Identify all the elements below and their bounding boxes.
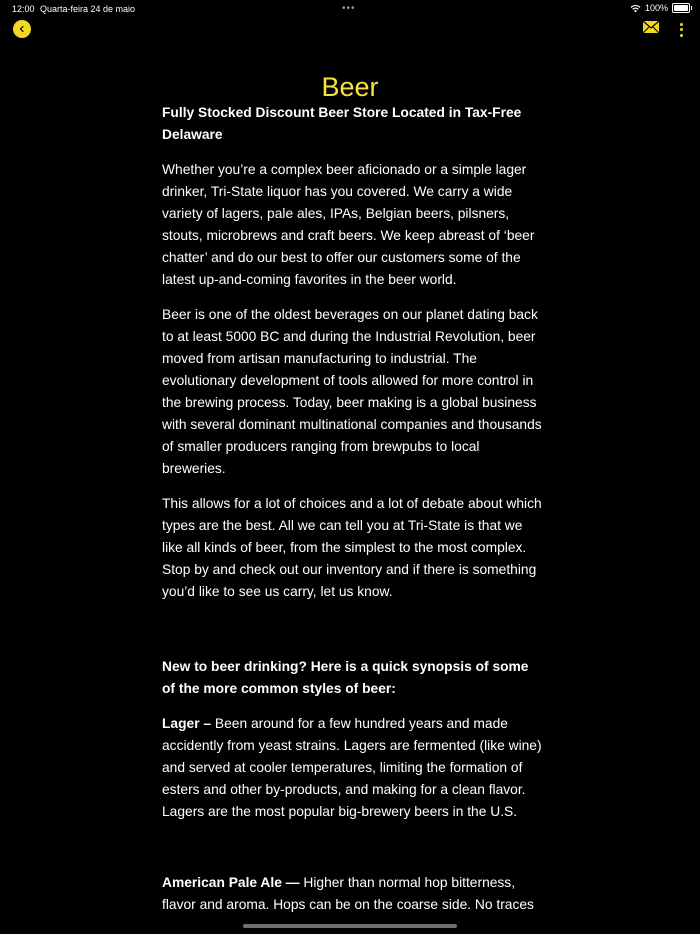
status-time: 12:00: [12, 4, 35, 14]
back-button[interactable]: [13, 20, 31, 38]
status-indicators: [630, 3, 690, 13]
beer-style-description: Higher than normal hop bitterness, flavor and aroma. Hops can be on the coarse side. No traces: [162, 875, 534, 912]
multitasking-dots-icon[interactable]: •••: [342, 3, 356, 14]
page-title: Beer: [321, 72, 379, 103]
wifi-icon: [630, 4, 641, 13]
section-heading: Fully Stocked Discount Beer Store Located in Tax-Free Delaware: [162, 105, 522, 142]
article-content: [162, 102, 542, 929]
more-vertical-icon: [680, 23, 683, 26]
mail-button[interactable]: [642, 20, 660, 39]
top-actions: [642, 20, 684, 39]
home-indicator[interactable]: [243, 924, 457, 928]
more-menu-button[interactable]: [678, 23, 684, 37]
beer-style-item: [162, 713, 542, 823]
envelope-icon: [642, 20, 660, 34]
beer-style-item: [162, 872, 542, 916]
paragraph: This allows for a lot of choices and a lot of debate about which types are the best. All we can tell you at Tri-State is that we like all kinds of beer, from the simplest to the most complex. Stop by and check out our inventory and if there is something you’d like to see us carry, let us know.: [162, 496, 542, 599]
section-heading: New to beer drinking? Here is a quick synopsis of some of the more common styles of beer:: [162, 659, 529, 696]
paragraph: Beer is one of the oldest beverages on our planet dating back to at least 5000 BC and during the Industrial Revolution, beer moved from artisan manufacturing to industrial. The evolutionary development of tools allowed for more control in the brewing process. Today, beer making is a global business with several dominant multinational companies and thousands of smaller producers ranging from brewpubs to local breweries.: [162, 307, 542, 476]
chevron-left-icon: [18, 25, 26, 33]
beer-style-name: American Pale Ale —: [162, 875, 300, 890]
paragraph: Whether you’re a complex beer aficionado or a simple lager drinker, Tri-State liquor has you covered. We carry a wide variety of lagers, pale ales, IPAs, Belgian beers, pilsners, stouts, microbrews and craft beers. We keep abreast of ‘beer chatter’ and do our best to offer our customers some of the latest up-and-coming favorites in the beer world.: [162, 162, 535, 287]
beer-style-name: Lager –: [162, 716, 212, 731]
status-date: Quarta-feira 24 de maio: [40, 4, 136, 14]
battery-icon: [672, 3, 690, 13]
beer-style-description: Been around for a few hundred years and made accidently from yeast strains. Lagers are fermented (like wine) and served at cooler temperatures, limiting the formation of esters and other by-products, and making for a clean flavor. Lagers are the most popular big-brewery beers in the U.S.: [162, 716, 542, 819]
battery-percent: 100%: [644, 3, 668, 13]
status-bar: [0, 0, 700, 18]
